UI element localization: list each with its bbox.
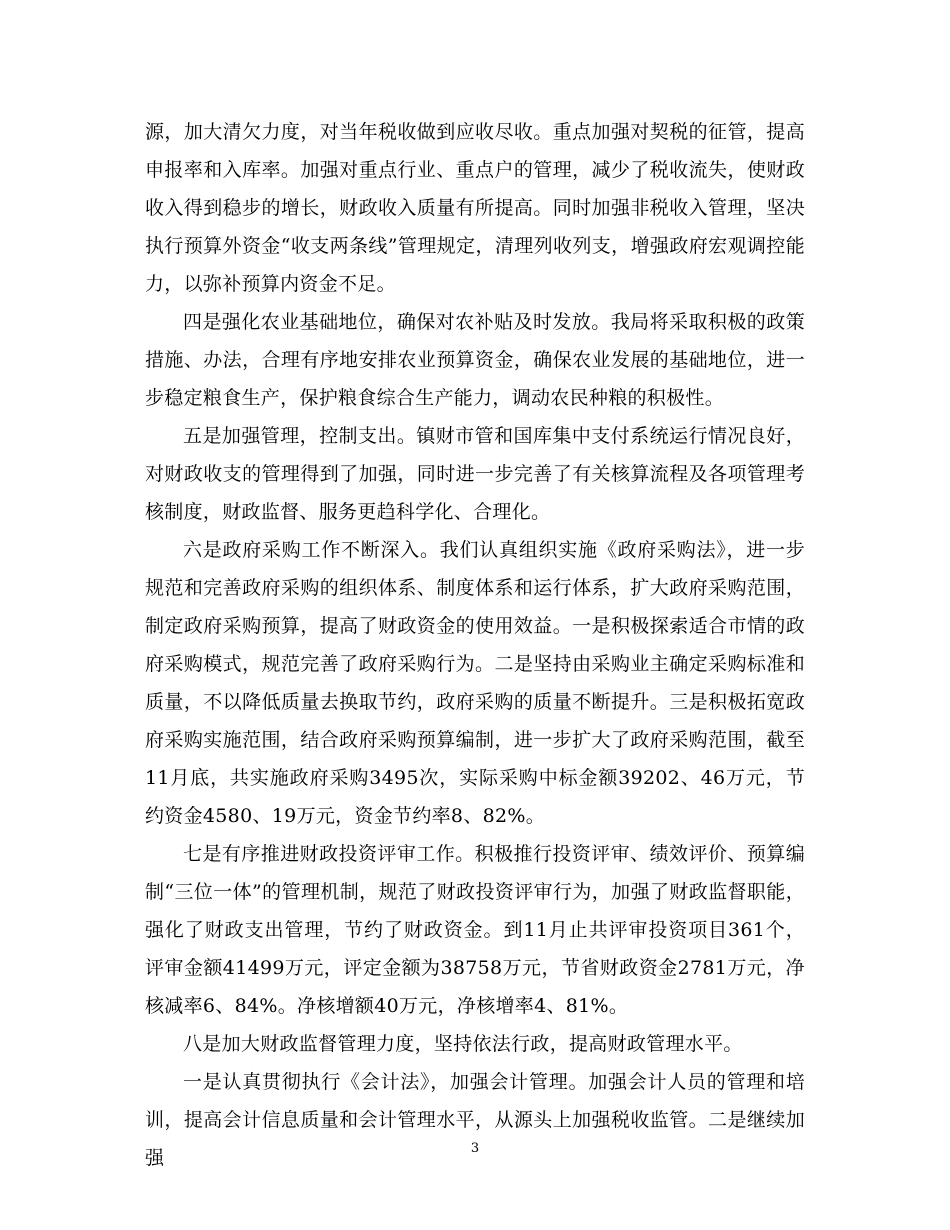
document-body [145, 113, 805, 1177]
page-number: 3 [470, 1141, 480, 1156]
paragraph-accounting-law: 一是认真贯彻执行《会计法》，加强会计管理。加强会计人员的管理和培训，提高会计信息质量和会计管理水平，从源头上加强税收监管。二是继续加强 [145, 1071, 805, 1169]
paragraph-financial-supervision: 八是加大财政监督管理力度，坚持依法行政，提高财政管理水平。 [183, 1033, 743, 1055]
paragraph-agriculture-subsidy: 四是强化农业基础地位，确保对农补贴及时发放。我局将采取积极的政策措施、办法，合理有序地安排农业预算资金，确保农业发展的基础地位，进一步稳定粮食生产，保护粮食综合生产能力，调动农民种粮的积极性。 [145, 311, 805, 409]
paragraph-expenditure-control: 五是加强管理，控制支出。镇财市管和国库集中支付系统运行情况良好，对财政收支的管理得到了加强，同时进一步完善了有关核算流程及各项管理考核制度，财政监督、服务更趋科学化、合理化。 [145, 425, 805, 523]
paragraph-tax-collection: 源，加大清欠力度，对当年税收做到应收尽收。重点加强对契税的征管，提高申报率和入库率。加强对重点行业、重点户的管理，减少了税收流失，使财政收入得到稳步的增长，财政收入质量有所提高。同时加强非税收入管理，坚决执行预算外资金“收支两条线”管理规定，清理列收列支，增强政府宏观调控能力，以弥补预算内资金不足。 [145, 121, 805, 295]
paragraph-government-procurement: 六是政府采购工作不断深入。我们认真组织实施《政府采购法》，进一步规范和完善政府采购的组织体系、制度体系和运行体系，扩大政府采购范围，制定政府采购预算，提高了财政资金的使用效益。一是积极探索适合市情的政府采购模式，规范完善了政府采购行为。二是坚持由采购业主确定采购标准和质量，不以降低质量去换取节约，政府采购的质量不断提升。三是积极拓宽政府采购实施范围，结合政府采购预算编制，进一步扩大了政府采购范围，截至11月底，共实施政府采购3495次，实际采购中标金额39202、46万元，节约资金4580、19万元，资金节约率8、82%。 [145, 539, 805, 827]
paragraph-investment-review: 七是有序推进财政投资评审工作。积极推行投资评审、绩效评价、预算编制“三位一体”的管理机制，规范了财政投资评审行为，加强了财政监督职能，强化了财政支出管理，节约了财政资金。到11月止共评审投资项目361个，评审金额41499万元，评定金额为38758万元，节省财政资金2781万元，净核减率6、84%。净核增额40万元，净核增率4、81%。 [145, 843, 805, 1017]
